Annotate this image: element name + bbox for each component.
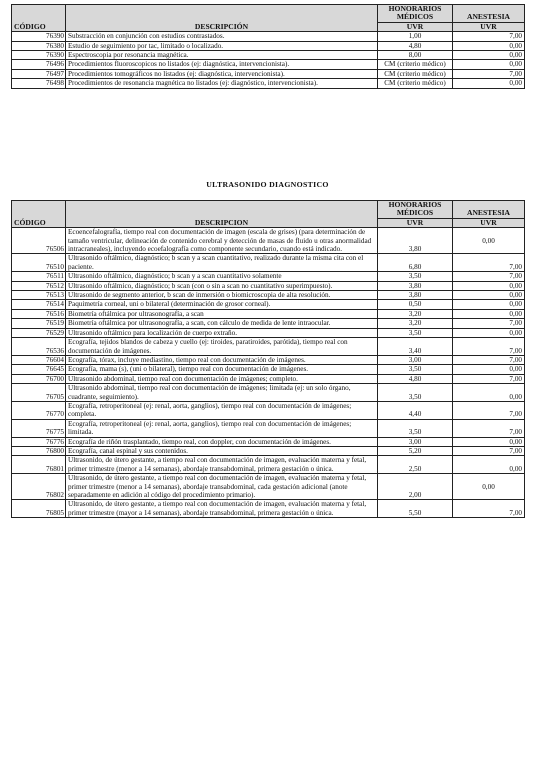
description-cell: Biometría oftálmica por ultrasonografía, a scan: [66, 309, 378, 318]
table-row: [12, 365, 525, 374]
description-cell: Ecografía, tórax, incluye mediastino, tiempo real con documentación de imágenes.: [66, 355, 378, 364]
description-cell: Ecografía, mama (s), (uni o bilateral), tiempo real con documentación de imágenes.: [66, 365, 378, 374]
uvr-cell: 8,00: [378, 51, 453, 60]
code-cell: 76801: [12, 456, 66, 474]
description-cell: Ecografía, tejidos blandos de cabeza y cuello (ej: tiroides, paratiroides, parótida), tiempo real con documentación de imágenes.: [66, 338, 378, 356]
anesthesia-cell: 7,00: [453, 401, 525, 419]
description-cell: Ecografía, canal espinal y sus contenidos.: [66, 446, 378, 455]
anesthesia-header: ANESTESIA: [453, 5, 525, 23]
uvr-cell: 3,20: [378, 319, 453, 328]
table-row: [12, 446, 525, 455]
uvr-cell: 3,50: [378, 328, 453, 337]
anesthesia-cell: 0,00: [453, 328, 525, 337]
anesthesia-cell: 0,00: [453, 437, 525, 446]
table-row: [12, 328, 525, 337]
description-header: DESCRIPCION: [66, 201, 378, 228]
description-cell: Ultrasonido oftálmico, diagnóstico; b scan (con o sin a scan no cuantitativo superimpuesto).: [66, 281, 378, 290]
uvr-cell: 1,00: [378, 32, 453, 41]
description-cell: Estudio de seguimiento por tac, limitado o localizado.: [66, 41, 378, 50]
code-cell: 76776: [12, 437, 66, 446]
anesthesia-cell: 7,00: [453, 254, 525, 272]
anesthesia-cell: 7,00: [453, 355, 525, 364]
table-row: [12, 456, 525, 474]
description-cell: Procedimientos de resonancia magnética no listados (ej: diagnóstico, intervencionista).: [66, 79, 378, 88]
description-header: DESCRIPCIÓN: [66, 5, 378, 32]
anesthesia-cell: 7,00: [453, 319, 525, 328]
anesthesia-cell: 0,00: [453, 60, 525, 69]
anesthesia-cell: 0,00: [453, 384, 525, 402]
table-row: [12, 281, 525, 290]
uvr-cell: 3,00: [378, 437, 453, 446]
table-row: [12, 355, 525, 364]
code-cell: 76512: [12, 281, 66, 290]
uvr-cell: 3,50: [378, 365, 453, 374]
code-cell: 76529: [12, 328, 66, 337]
description-cell: Ultrasonido oftálmico para localización de cuerpo extraño.: [66, 328, 378, 337]
table-row: [12, 272, 525, 281]
table-row: [12, 338, 525, 356]
uvr-cell: 5,20: [378, 446, 453, 455]
table-row: [12, 254, 525, 272]
code-cell: 76805: [12, 500, 66, 518]
code-cell: 76516: [12, 309, 66, 318]
uvr-cell: 6,80: [378, 254, 453, 272]
uvr-anesthesia-header: UVR: [453, 218, 525, 227]
description-cell: Ecoencefalografía, tiempo real con documentación de imagen (escala de grises) (para determinación de tamaño ventricular, delineación de contenido cerebral y detección de masas de fluido u otras anormalidad intracraneales), incluyendo ecoefalografía como componente secundario, cuando está indicado.: [66, 228, 378, 254]
fees-table-2: [11, 200, 525, 518]
code-cell: 76511: [12, 272, 66, 281]
description-cell: Espectroscopia por resonancia magnética.: [66, 51, 378, 60]
description-cell: Procedimientos fluoroscopicos no listados (ej: diagnóstica, intervencionista).: [66, 60, 378, 69]
uvr-cell: 3,50: [378, 272, 453, 281]
anesthesia-cell: 0,00: [453, 300, 525, 309]
table-row: [12, 319, 525, 328]
uvr-fees-header: UVR: [378, 22, 453, 31]
anesthesia-cell: 7,00: [453, 500, 525, 518]
anesthesia-cell: 0,00: [453, 456, 525, 474]
anesthesia-cell: 0,00: [453, 51, 525, 60]
description-cell: Ultrasonido, de útero gestante, a tiempo real con documentación de imagen, evaluación materna y fetal, primer trimestre (menor a 14 semanas), abordaje transabdominal, cada gestación adicional (anote separadamente en adición al código del procedimiento primario).: [66, 474, 378, 500]
anesthesia-header: ANESTESIA: [453, 201, 525, 219]
code-cell: 76802: [12, 474, 66, 500]
anesthesia-cell: 0,00: [453, 79, 525, 88]
description-cell: Ecografía, retroperitoneal (ej: renal, aorta, ganglios), tiempo real con documentación de imágenes; limitada.: [66, 419, 378, 437]
code-cell: 76390: [12, 51, 66, 60]
table-1-body: [12, 32, 525, 88]
fees-table-1: [11, 4, 525, 89]
uvr-cell: 3,80: [378, 281, 453, 290]
fees-header: HONORARIOS MÉDICOS: [378, 5, 453, 23]
uvr-cell: 3,00: [378, 355, 453, 364]
code-header: CÓDIGO: [12, 5, 66, 32]
code-cell: 76510: [12, 254, 66, 272]
code-cell: 76536: [12, 338, 66, 356]
table-row: [12, 474, 525, 500]
uvr-fees-header: UVR: [378, 218, 453, 227]
code-cell: 76390: [12, 32, 66, 41]
anesthesia-cell: 0,00: [453, 291, 525, 300]
code-cell: 76800: [12, 446, 66, 455]
section-title: ULTRASONIDO DIAGNOSTICO: [206, 180, 329, 189]
table-row: [12, 291, 525, 300]
fees-header: HONORARIOS MÉDICOS: [378, 201, 453, 219]
anesthesia-cell: 7,00: [453, 32, 525, 41]
table-row: [12, 374, 525, 383]
code-cell: 76705: [12, 384, 66, 402]
table-row: [12, 300, 525, 309]
anesthesia-cell: 7,00: [453, 374, 525, 383]
code-cell: 76700: [12, 374, 66, 383]
table-row: [12, 32, 525, 41]
table-2-body: [12, 228, 525, 518]
code-cell: 76645: [12, 365, 66, 374]
description-cell: Ultrasonido oftálmico, diagnóstico; b scan y a scan cuantitativo solamente: [66, 272, 378, 281]
description-cell: Procedimientos tomográficos no listados (ej: diagnóstica, intervencionista).: [66, 69, 378, 78]
code-cell: 76775: [12, 419, 66, 437]
anesthesia-cell: 7,00: [453, 446, 525, 455]
uvr-cell: 3,80: [378, 291, 453, 300]
code-cell: 76519: [12, 319, 66, 328]
anesthesia-cell: 7,00: [453, 272, 525, 281]
table-row: [12, 69, 525, 78]
table-row: [12, 60, 525, 69]
uvr-cell: CM (criterio médico): [378, 79, 453, 88]
anesthesia-cell: 0,00: [453, 281, 525, 290]
anesthesia-cell: 7,00: [453, 338, 525, 356]
uvr-cell: 2,00: [378, 474, 453, 500]
anesthesia-cell: 0,00: [453, 309, 525, 318]
uvr-cell: 4,40: [378, 401, 453, 419]
uvr-cell: 3,80: [378, 228, 453, 254]
uvr-anesthesia-header: UVR: [453, 22, 525, 31]
uvr-cell: 0,50: [378, 300, 453, 309]
anesthesia-cell: 0,00: [453, 228, 525, 254]
anesthesia-cell: 0,00: [453, 474, 525, 500]
table-row: [12, 309, 525, 318]
table-row: [12, 51, 525, 60]
table-row: [12, 384, 525, 402]
description-cell: Ecografía de riñón trasplantado, tiempo real, con doppler, con documentación de imágenes.: [66, 437, 378, 446]
anesthesia-cell: 0,00: [453, 41, 525, 50]
table-row: [12, 437, 525, 446]
code-cell: 76506: [12, 228, 66, 254]
table-row: [12, 228, 525, 254]
description-cell: Ultrasonido abdominal, tiempo real con documentación de imágenes; limitada (ej: un solo órgano, cuadrante, seguimiento).: [66, 384, 378, 402]
uvr-cell: 4,80: [378, 41, 453, 50]
anesthesia-cell: 0,00: [453, 365, 525, 374]
code-cell: 76514: [12, 300, 66, 309]
code-cell: 76604: [12, 355, 66, 364]
description-cell: Ultrasonido de segmento anterior, b scan de inmersión o biomicroscopia de alta resolución.: [66, 291, 378, 300]
description-cell: Substracción en conjunción con estudios contrastados.: [66, 32, 378, 41]
uvr-cell: 3,40: [378, 338, 453, 356]
code-cell: 76498: [12, 79, 66, 88]
uvr-cell: 3,50: [378, 419, 453, 437]
uvr-cell: CM (criterio médico): [378, 60, 453, 69]
uvr-cell: 3,50: [378, 384, 453, 402]
description-cell: Ecografía, retroperitoneal (ej: renal, aorta, ganglios), tiempo real con documentación de imágenes; completa.: [66, 401, 378, 419]
description-cell: Ultrasonido abdominal, tiempo real con documentación de imágenes; completo.: [66, 374, 378, 383]
table-row: [12, 419, 525, 437]
code-cell: 76497: [12, 69, 66, 78]
table-row: [12, 401, 525, 419]
code-cell: 76380: [12, 41, 66, 50]
code-cell: 76496: [12, 60, 66, 69]
anesthesia-cell: 7,00: [453, 419, 525, 437]
uvr-cell: 4,80: [378, 374, 453, 383]
anesthesia-cell: 7,00: [453, 69, 525, 78]
code-cell: 76770: [12, 401, 66, 419]
table-row: [12, 79, 525, 88]
description-cell: Ultrasonido, de útero gestante, a tiempo real con documentación de imagen, evaluación materna y fetal, primer trimestre (menor a 14 semanas), abordaje transabdominal, primera gestación o única.: [66, 456, 378, 474]
uvr-cell: 2,50: [378, 456, 453, 474]
description-cell: Paquimetría corneal, uni o bilateral (determinación de grosor corneal).: [66, 300, 378, 309]
uvr-cell: CM (criterio médico): [378, 69, 453, 78]
code-header: CÓDIGO: [12, 201, 66, 228]
table-row: [12, 500, 525, 518]
description-cell: Biometría oftálmica por ultrasonografía, a scan, con cálculo de medida de lente intraocular.: [66, 319, 378, 328]
code-cell: 76513: [12, 291, 66, 300]
uvr-cell: 5,50: [378, 500, 453, 518]
uvr-cell: 3,20: [378, 309, 453, 318]
description-cell: Ultrasonido oftálmico, diagnóstico; b scan y a scan cuantitativo, realizado durante la misma cita con el paciente.: [66, 254, 378, 272]
table-row: [12, 41, 525, 50]
description-cell: Ultrasonido, de útero gestante, a tiempo real con documentación de imagen, evaluación materna y fetal, primer trimestre (mayor a 14 semanas), abordaje transabdominal, primera gestación o única.: [66, 500, 378, 518]
